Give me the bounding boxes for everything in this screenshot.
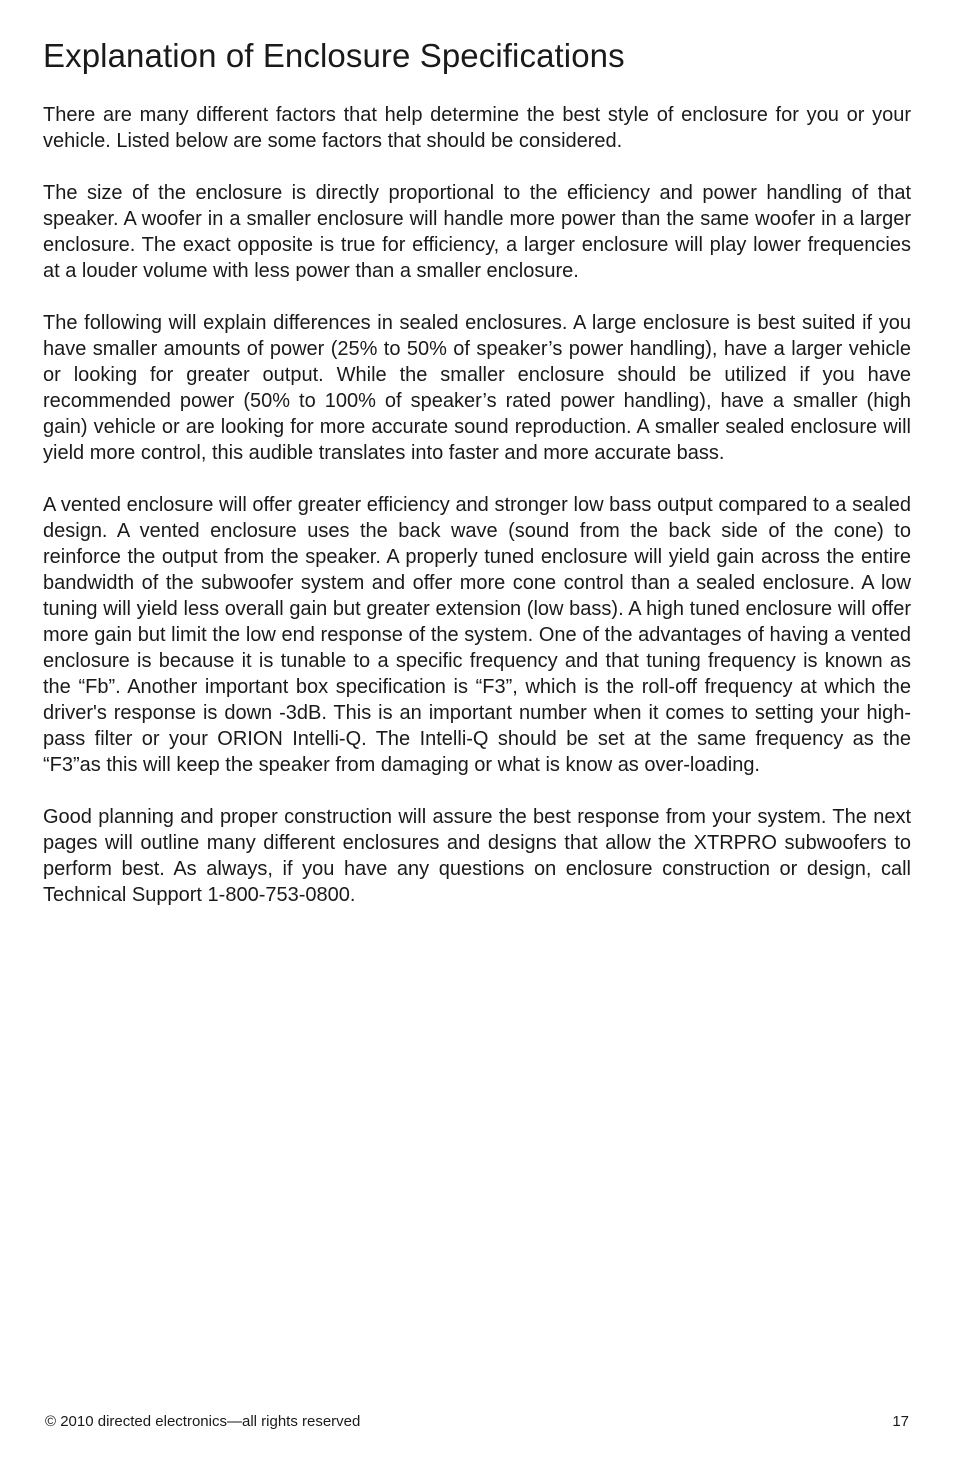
copyright-notice: © 2010 directed electronics—all rights reserved	[45, 1413, 361, 1430]
sealed-enclosure-paragraph: The following will explain differences in sealed enclosures. A large enclosure is best suited if you have smaller amounts of power (25% to 50% of speaker’s power handling), have a larger vehicle or looking for greater output. While the smaller enclosure should be utilized if you have recommended power (50% to 100% of speaker’s rated power handling), have a smaller (high gain) vehicle or are looking for more accurate sound reproduction. A smaller sealed enclosure will yield more control, this audible translates into faster and more accurate bass.	[43, 312, 911, 464]
page-footer	[45, 1412, 909, 1432]
page-title: Explanation of Enclosure Specifications	[43, 37, 625, 74]
enclosure-size-paragraph: The size of the enclosure is directly proportional to the efficiency and power handling of that speaker. A woofer in a smaller enclosure will handle more power than the same woofer in a larger enclosure. The exact opposite is true for efficiency, a larger enclosure will play lower frequencies at a louder volume with less power than a smaller enclosure.	[43, 182, 911, 282]
vented-enclosure-paragraph: A vented enclosure will offer greater efficiency and stronger low bass output compared to a sealed design. A vented enclosure uses the back wave (sound from the back side of the cone) to reinforce the output from the speaker. A properly tuned enclosure will yield gain across the entire bandwidth of the subwoofer system and offer more cone control than a sealed enclosure. A low tuning will yield less overall gain but greater extension (low bass). A high tuned enclosure will offer more gain but limit the low end response of the system. One of the advantages of having a vented enclosure is because it is tunable to a specific frequency and that tuning frequency is known as the “Fb”. Another important box specification is “F3”, which is the roll-off frequency at which the driver's response is down -3dB. This is an important number when it comes to setting your high-pass filter or your ORION Intelli-Q. The Intelli-Q should be set at the same frequency as the “F3”as this will keep the speaker from damaging or what is know as over-loading.	[43, 494, 911, 776]
intro-paragraph: There are many different factors that help determine the best style of enclosure for you or your vehicle. Listed below are some factors that should be considered.	[43, 104, 911, 152]
planning-paragraph: Good planning and proper construction will assure the best response from your system. The next pages will outline many different enclosures and designs that allow the XTRPRO subwoofers to perform best. As always, if you have any questions on enclosure construction or design, call Technical Support 1-800-753-0800.	[43, 806, 911, 906]
page-number: 17	[892, 1413, 909, 1430]
document-page	[43, 36, 911, 934]
